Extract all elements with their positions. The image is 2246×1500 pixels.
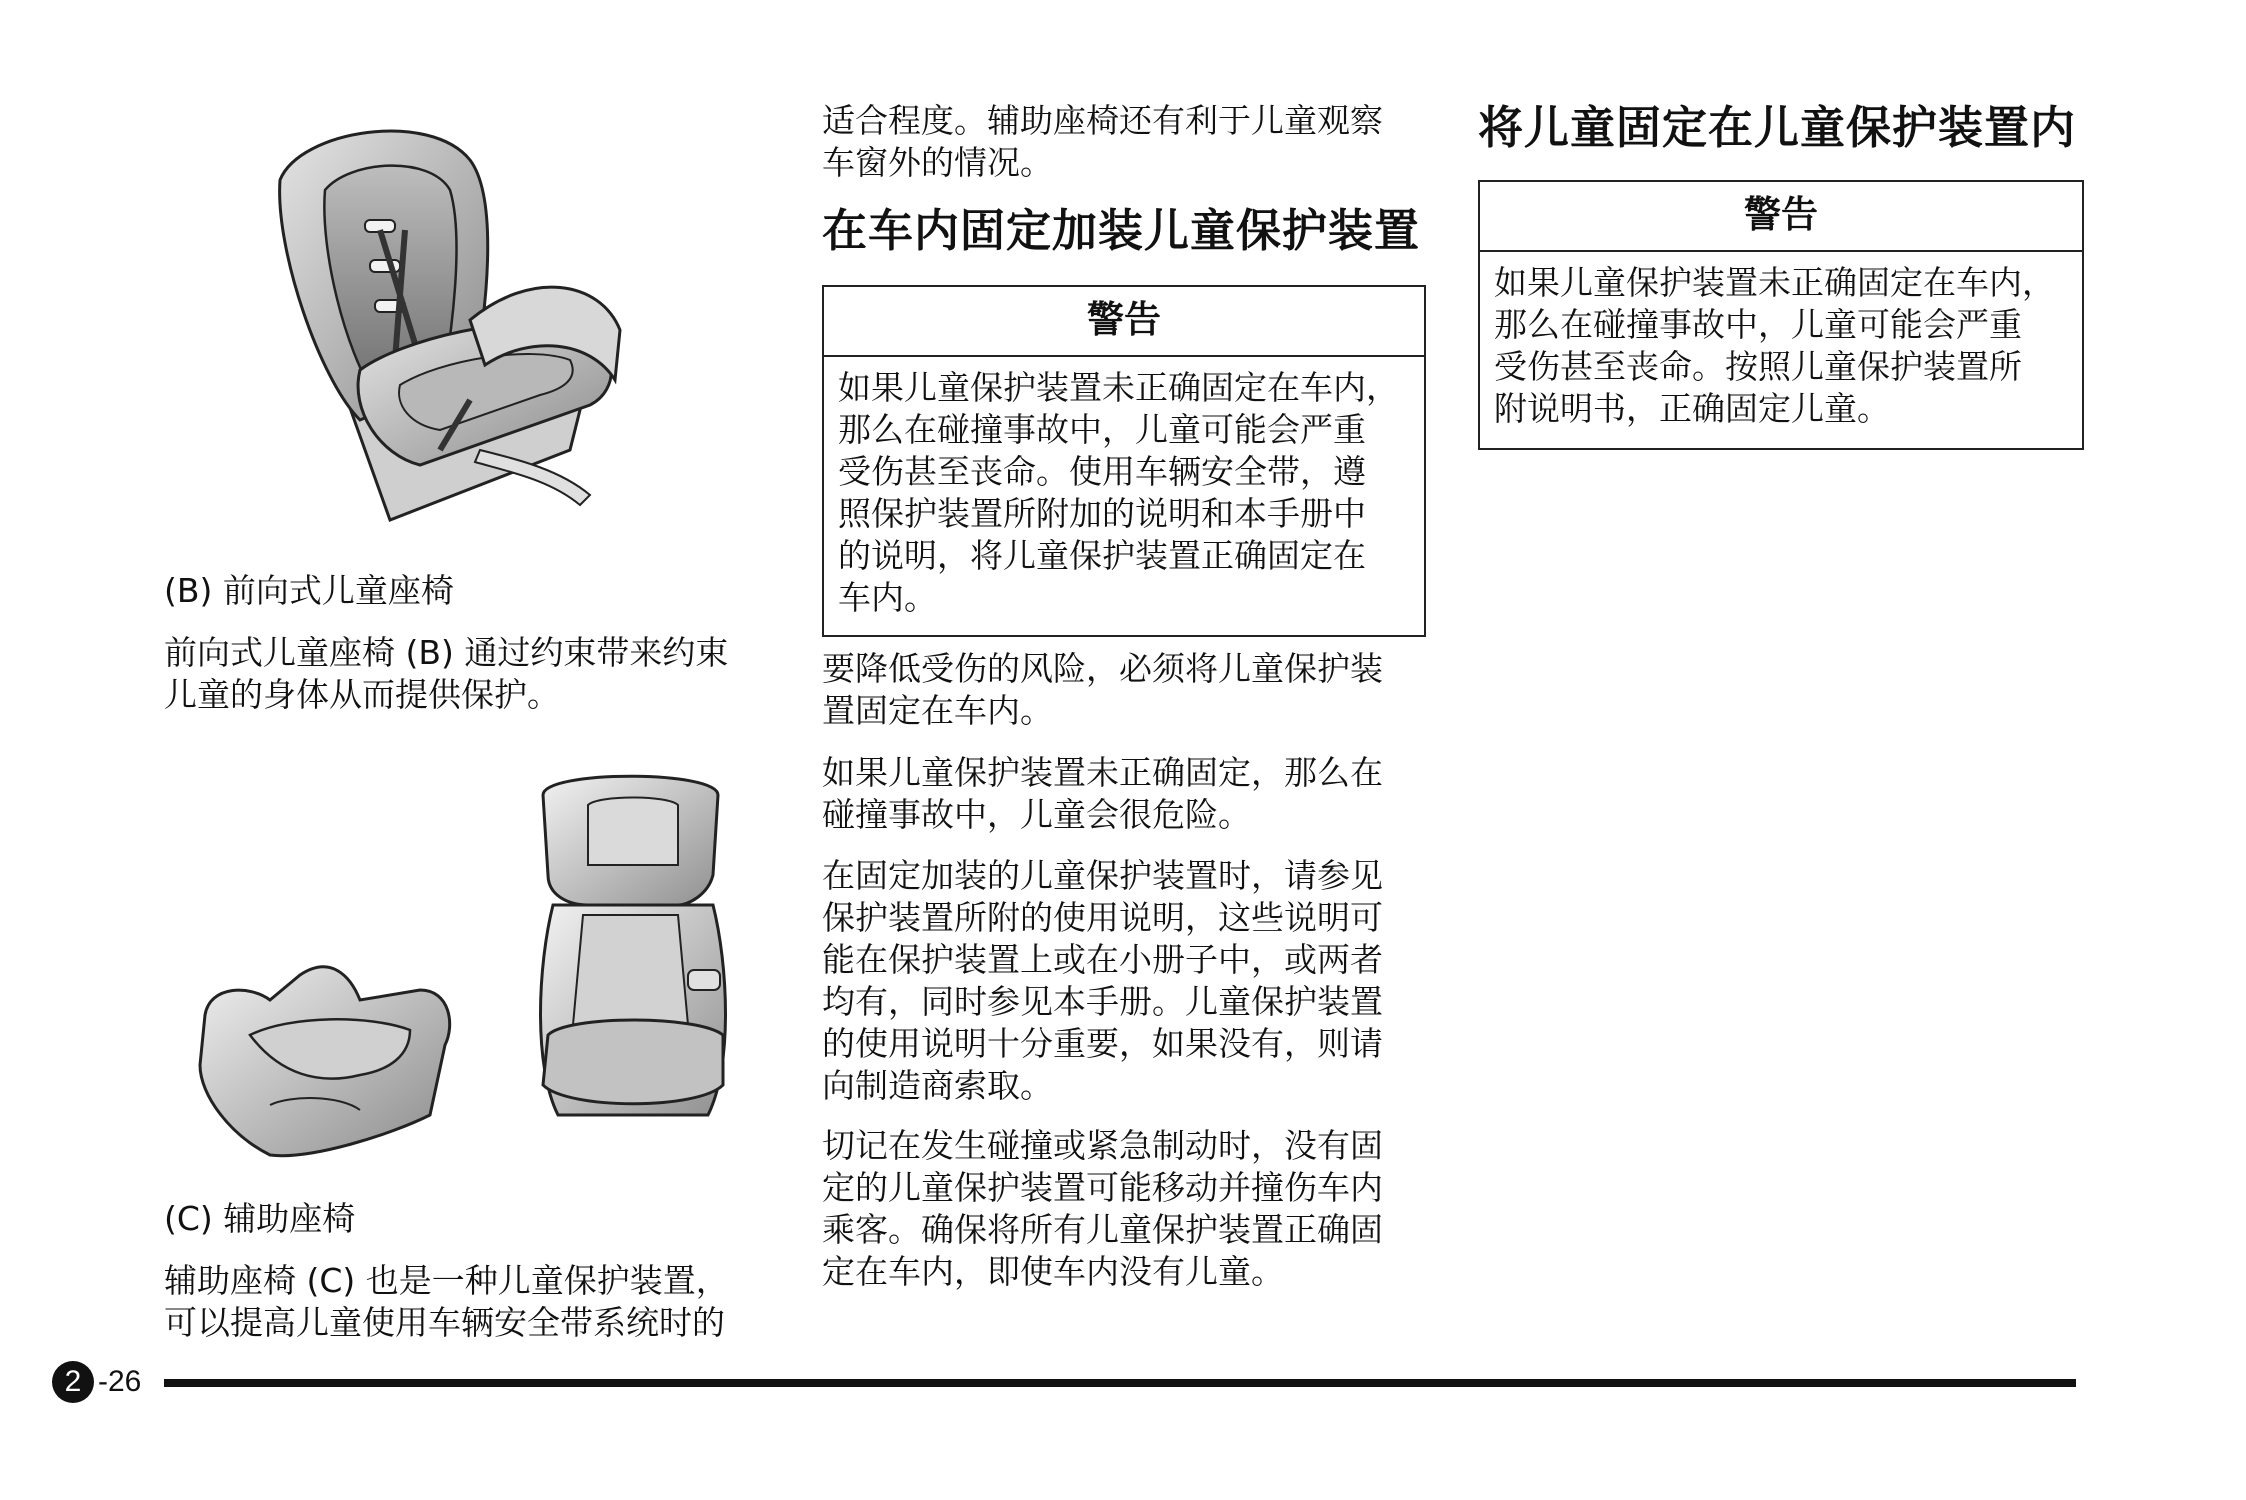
text-line: 受伤甚至丧命。按照儿童保护装置所	[1494, 347, 2022, 386]
text-line: 均有，同时参见本手册。儿童保护装置	[822, 982, 1383, 1021]
page-number-text: -26	[98, 1365, 142, 1398]
paragraph-remember	[822, 1125, 1383, 1293]
text-line: 前向式儿童座椅 (B) 通过约束带来约束	[164, 633, 729, 672]
text-line: 适合程度。辅助座椅还有利于儿童观察	[822, 101, 1383, 140]
text-line: 置固定在车内。	[822, 691, 1053, 730]
text-line: 的使用说明十分重要，如果没有，则请	[822, 1024, 1383, 1063]
paragraph-booster-seat	[164, 1260, 729, 1344]
text-line: 如果儿童保护装置未正确固定在车内，	[1494, 263, 2055, 302]
paragraph-forward-facing-seat	[164, 632, 728, 716]
high-back-booster-seat-illustration	[528, 765, 738, 1135]
warning-title: 警告	[1480, 182, 2082, 252]
paragraph-danger	[822, 752, 1383, 836]
footer-rule	[164, 1379, 2076, 1387]
paragraph-reduce-risk	[822, 648, 1383, 732]
text-line: 儿童的身体从而提供保护。	[164, 675, 560, 714]
text-line: 能在保护装置上或在小册子中，或两者	[822, 940, 1383, 979]
forward-facing-child-seat-illustration	[270, 120, 670, 540]
text-line: 定的儿童保护装置可能移动并撞伤车内	[822, 1168, 1383, 1207]
text-line: 向制造商索取。	[822, 1066, 1053, 1105]
paragraph-instructions	[822, 855, 1383, 1107]
page-number	[52, 1360, 141, 1404]
text-line: 那么在碰撞事故中，儿童可能会严重	[838, 410, 1366, 449]
warning-box-secure-child	[1478, 180, 2084, 450]
section-heading-install-seat: 在车内固定加装儿童保护装置	[822, 204, 1421, 257]
text-line: 定在车内，即使车内没有儿童。	[822, 1252, 1284, 1291]
text-line: 如果儿童保护装置未正确固定在车内，	[838, 368, 1399, 407]
text-line: 碰撞事故中，儿童会很危险。	[822, 795, 1251, 834]
warning-box-install	[822, 285, 1426, 637]
text-line: 保护装置所附的使用说明，这些说明可	[822, 898, 1383, 937]
text-line: 切记在发生碰撞或紧急制动时，没有固	[822, 1126, 1383, 1165]
text-line: 车内。	[838, 578, 937, 617]
text-line: 受伤甚至丧命。使用车辆安全带，遵	[838, 452, 1366, 491]
warning-body	[1480, 252, 2082, 430]
text-line: 在固定加装的儿童保护装置时，请参见	[822, 856, 1383, 895]
text-line: 要降低受伤的风险，必须将儿童保护装	[822, 649, 1383, 688]
paragraph-booster-continued	[822, 100, 1383, 184]
text-line: 如果儿童保护装置未正确固定，那么在	[822, 753, 1383, 792]
text-line: 的说明，将儿童保护装置正确固定在	[838, 536, 1366, 575]
section-number-badge: 2	[52, 1361, 94, 1403]
text-line: 辅助座椅 (C) 也是一种儿童保护装置，	[164, 1261, 729, 1300]
text-line: 乘客。确保将所有儿童保护装置正确固	[822, 1210, 1383, 1249]
text-line: 那么在碰撞事故中，儿童可能会严重	[1494, 305, 2022, 344]
backless-booster-seat-illustration	[190, 945, 460, 1165]
text-line: 车窗外的情况。	[822, 143, 1053, 182]
text-line: 照保护装置所附加的说明和本手册中	[838, 494, 1366, 533]
text-line: 可以提高儿童使用车辆安全带系统时的	[164, 1303, 725, 1342]
caption-booster-seat: (C) 辅助座椅	[164, 1199, 356, 1238]
text-line: 附说明书，正确固定儿童。	[1494, 389, 1890, 428]
warning-body	[824, 357, 1424, 619]
caption-forward-facing-seat: (B) 前向式儿童座椅	[164, 571, 454, 610]
warning-title: 警告	[824, 287, 1424, 357]
section-heading-secure-child: 将儿童固定在儿童保护装置内	[1478, 101, 2077, 154]
